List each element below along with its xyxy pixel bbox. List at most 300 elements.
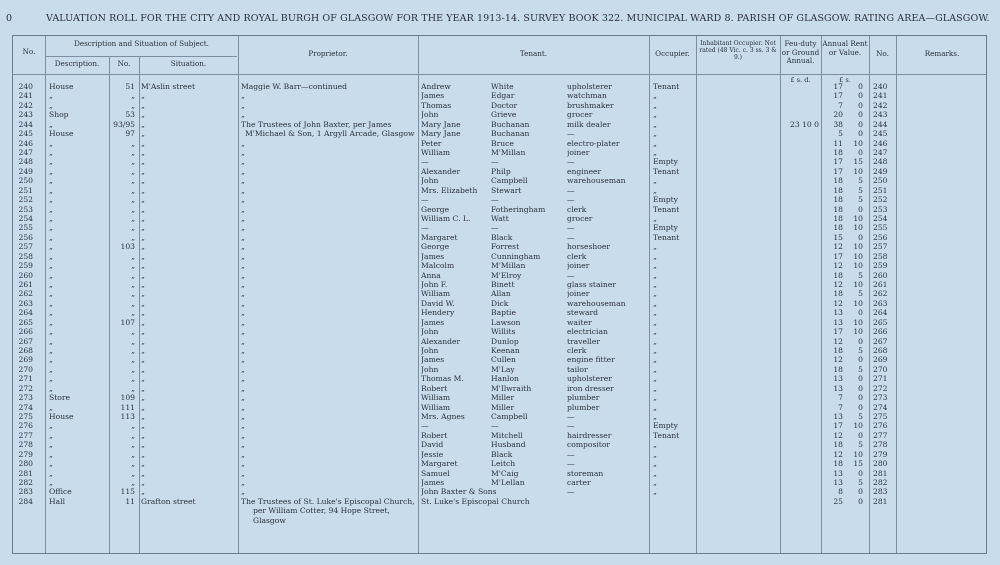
cell-l: 18 (833, 195, 843, 205)
cell-no: 243 (18, 110, 33, 120)
cell-last: Buchanan (491, 129, 530, 139)
cell-oc: „ (653, 119, 657, 129)
cell-desc: Office (49, 487, 72, 497)
cell-num: „ (131, 232, 135, 242)
cell-sit: „ (141, 223, 145, 233)
cell-num: „ (131, 100, 135, 110)
cell-prop: „ (241, 204, 245, 214)
cell-first: Margaret (421, 459, 458, 469)
cell-occ: — (567, 223, 575, 233)
cell-occ: — (567, 421, 575, 431)
table-row (13, 148, 988, 158)
cell-last: — (491, 195, 499, 205)
cell-last: M'Lay (491, 364, 515, 374)
cell-sit: „ (141, 176, 145, 186)
cell-oc: „ (653, 261, 657, 271)
cell-prop: „ (241, 459, 245, 469)
cell-l: 18 (833, 440, 843, 450)
table-row (13, 186, 988, 196)
cell-first: — (421, 223, 429, 233)
cell-last: Philp (491, 166, 511, 176)
cell-first: John (421, 176, 439, 186)
col-tenant-header: Tenant. (519, 49, 548, 58)
cell-sit: „ (141, 449, 145, 459)
cell-occ: — (567, 487, 575, 497)
cell-occ: glass stainer (567, 280, 616, 290)
cell-occ: — (567, 129, 575, 139)
cell-num: „ (131, 261, 135, 271)
cell-first: Robert (421, 383, 448, 393)
cell-occ: — (567, 412, 575, 422)
cell-num: 11 (125, 496, 135, 506)
cell-oc: „ (653, 487, 657, 497)
cell-desc: „ (49, 195, 53, 205)
cell-s: 10 (853, 421, 863, 431)
cell-no2: 280 (873, 459, 888, 469)
cell-l: 13 (833, 412, 843, 422)
cell-sit: „ (141, 346, 145, 356)
cell-oc: Empty (653, 157, 678, 167)
cell-no2: 263 (873, 298, 888, 308)
cell-num: „ (131, 289, 135, 299)
cell-last: Dunlop (491, 336, 519, 346)
cell-no2: 246 (873, 138, 888, 148)
cell-last: Bruce (491, 138, 514, 148)
cell-num: 107 (120, 317, 135, 327)
cell-l: 13 (833, 374, 843, 384)
cell-last: Grieve (491, 110, 517, 120)
cell-l: 18 (833, 364, 843, 374)
cell-oc: Empty (653, 223, 678, 233)
cell-l: 17 (833, 157, 843, 167)
cell-sit: „ (141, 402, 145, 412)
cell-no: 269 (18, 355, 33, 365)
cell-s: 0 (858, 468, 863, 478)
cell-occ: — (567, 157, 575, 167)
col-no2-header: No. (876, 49, 889, 58)
cell-first: James (421, 478, 445, 488)
table-row (13, 261, 988, 271)
cell-sit: „ (141, 138, 145, 148)
cell-s: 0 (858, 110, 863, 120)
cell-num: 51 (125, 82, 135, 91)
cell-occ: brushmaker (567, 100, 614, 110)
cell-num: „ (131, 157, 135, 167)
cell-s: 0 (858, 148, 863, 157)
cell-s: 10 (853, 449, 863, 459)
cell-l: 12 (833, 280, 843, 290)
cell-num: 109 (120, 393, 135, 403)
cell-no2: 250 (873, 176, 888, 186)
cell-desc: „ (49, 459, 53, 469)
cell-sit: „ (141, 364, 145, 374)
cell-l: 12 (833, 242, 843, 252)
cell-first: David (421, 440, 444, 450)
cell-s: 0 (858, 430, 863, 440)
cell-s: 5 (858, 478, 863, 488)
cell-sit: „ (141, 393, 145, 403)
cell-num: „ (131, 195, 135, 205)
cell-oc: Tenant (653, 232, 680, 242)
cell-desc: „ (49, 204, 53, 214)
table-row (13, 450, 988, 460)
cell-l: 18 (833, 148, 843, 157)
cell-first: Hendery (421, 308, 455, 318)
cell-no2: 271 (873, 374, 888, 384)
cell-oc: Tenant (653, 166, 680, 176)
cell-s: 10 (853, 280, 863, 290)
cell-no2: 273 (873, 393, 888, 403)
cell-num: „ (131, 214, 135, 224)
cell-s: 5 (858, 412, 863, 422)
cell-prop: „ (241, 166, 245, 176)
table-row (13, 252, 988, 262)
cell-last: Buchanan (491, 119, 530, 129)
cell-prop: „ (241, 280, 245, 290)
cell-last: M'Caig (491, 468, 519, 478)
cell-no2: 244 (873, 119, 888, 129)
cell-no2: 275 (873, 412, 888, 422)
cell-first: Mary Jane (421, 129, 461, 139)
cell-sit: „ (141, 91, 145, 101)
cell-num: „ (131, 327, 135, 337)
cell-prop: „ (241, 308, 245, 318)
cell-no2: 245 (873, 129, 888, 139)
cell-no2: 266 (873, 327, 888, 337)
cell-last: — (491, 157, 499, 167)
cell-occ: — (567, 449, 575, 459)
cell-no2: 252 (873, 195, 888, 205)
cell-first: James (421, 355, 445, 365)
cell-occ: — (567, 195, 575, 205)
cell-oc: „ (653, 270, 657, 280)
cell-first: Robert (421, 430, 448, 440)
cell-desc: „ (49, 232, 53, 242)
table-row (13, 271, 988, 281)
cell-s: 10 (853, 223, 863, 233)
cell-no: 278 (18, 440, 33, 450)
cell-first: John Baxter & Sons (421, 487, 497, 497)
cell-num: „ (131, 383, 135, 393)
cell-first: — (421, 421, 429, 431)
cell-no: 258 (18, 251, 33, 261)
cell-sit: „ (141, 214, 145, 224)
cell-no: 242 (18, 100, 33, 110)
cell-last: Cullen (491, 355, 516, 365)
cell-no: 251 (18, 185, 33, 195)
cell-occ: joiner (567, 289, 590, 299)
cell-prop: „ (241, 157, 245, 167)
cell-sit: „ (141, 487, 145, 497)
cell-s: 10 (853, 242, 863, 252)
cell-num: „ (131, 459, 135, 469)
cell-occ: grocer (567, 110, 593, 120)
cell-sit: M'Aslin street (141, 82, 196, 91)
table-row (13, 318, 988, 328)
cell-no2: 249 (873, 166, 888, 176)
col-annual-header: Annual Rent or Value. (822, 39, 868, 57)
cell-sit: „ (141, 242, 145, 252)
cell-no2: 260 (873, 270, 888, 280)
table-row (13, 82, 988, 92)
cell-desc: „ (49, 176, 53, 186)
cell-oc: „ (653, 355, 657, 365)
cell-prop: „ (241, 440, 245, 450)
cell-occ: milk dealer (567, 119, 611, 129)
cell-prop: „ (241, 383, 245, 393)
cell-no: 253 (18, 204, 33, 214)
cell-sit: „ (141, 459, 145, 469)
cell-no2: 240 (873, 82, 888, 91)
cell-first: William (421, 289, 451, 299)
cell-oc: „ (653, 364, 657, 374)
cell-occ: electro-plater (567, 138, 620, 148)
cell-sit: „ (141, 298, 145, 308)
cell-first: Alexander (421, 336, 461, 346)
cell-first: Malcolm (421, 261, 455, 271)
cell-last: Willits (491, 327, 516, 337)
cell-last: Watt (491, 214, 509, 224)
cell-oc: „ (653, 308, 657, 318)
cell-desc: „ (49, 148, 53, 157)
cell-sit: „ (141, 157, 145, 167)
cell-l: 5 (838, 129, 843, 139)
cell-no2: 279 (873, 449, 888, 459)
cell-no2: 243 (873, 110, 888, 120)
cell-occ: upholsterer (567, 82, 612, 91)
cell-prop: M'Michael & Son, 1 Argyll Arcade, Glasgow (245, 129, 415, 139)
cell-occ: grocer (567, 214, 593, 224)
cell-sit: „ (141, 355, 145, 365)
cell-l: 12 (833, 430, 843, 440)
cell-num: „ (131, 176, 135, 186)
cell-occ: watchman (567, 91, 607, 101)
cell-prop: „ (241, 346, 245, 356)
cell-sit: „ (141, 270, 145, 280)
cell-prop: „ (241, 110, 245, 120)
cell-prop: „ (241, 185, 245, 195)
cell-s: 5 (858, 185, 863, 195)
cell-desc: „ (49, 280, 53, 290)
col-desc-group-header: Description and Situation of Subject. (74, 39, 209, 48)
cell-num: „ (131, 270, 135, 280)
cell-occ: plumber (567, 393, 600, 403)
cell-s: 0 (858, 496, 863, 506)
table-row (13, 308, 988, 318)
cell-s: 0 (858, 336, 863, 346)
cell-desc: „ (49, 364, 53, 374)
cell-desc: Shop (49, 110, 69, 120)
cell-no: 277 (18, 430, 33, 440)
annual-units: £ s. (839, 76, 851, 84)
cell-no: 279 (18, 449, 33, 459)
col-remarks-header: Remarks. (924, 49, 960, 58)
cell-no2: 256 (873, 232, 888, 242)
cell-last: Fotheringham (491, 204, 546, 214)
cell-first: George (421, 242, 450, 252)
cell-num: „ (131, 148, 135, 157)
cell-s: 0 (858, 129, 863, 139)
cell-prop: „ (241, 412, 245, 422)
cell-num: „ (131, 346, 135, 356)
cell-no2: 282 (873, 478, 888, 488)
cell-sit: „ (141, 308, 145, 318)
cell-l: 13 (833, 383, 843, 393)
cell-prop: „ (241, 242, 245, 252)
cell-l: 18 (833, 346, 843, 356)
cell-desc: „ (49, 138, 53, 148)
cell-l: 12 (833, 449, 843, 459)
cell-s: 0 (858, 91, 863, 101)
cell-occ: — (567, 459, 575, 469)
cell-no2: 264 (873, 308, 888, 318)
cell-first: — (421, 195, 429, 205)
cell-num: „ (131, 298, 135, 308)
cell-desc: „ (49, 214, 53, 224)
cell-oc: „ (653, 374, 657, 384)
cell-desc: „ (49, 449, 53, 459)
cell-last: Hanlon (491, 374, 519, 384)
cell-occ: carter (567, 478, 591, 488)
cell-occ: clerk (567, 204, 587, 214)
cell-occ: iron dresser (567, 383, 614, 393)
table-row (13, 412, 988, 422)
cell-oc: „ (653, 176, 657, 186)
cell-oc: „ (653, 317, 657, 327)
table-row (13, 195, 988, 205)
cell-last: Doctor (491, 100, 518, 110)
cell-no: 255 (18, 223, 33, 233)
cell-sit: „ (141, 374, 145, 384)
cell-s: 15 (853, 459, 863, 469)
table-row (13, 157, 988, 167)
table-row (13, 459, 988, 469)
cell-desc: „ (49, 468, 53, 478)
cell-l: 18 (833, 214, 843, 224)
cell-occ: hairdresser (567, 430, 612, 440)
cell-occ: upholsterer (567, 374, 612, 384)
cell-s: 10 (853, 261, 863, 271)
cell-l: 13 (833, 468, 843, 478)
cell-desc: „ (49, 402, 53, 412)
cell-no2: 265 (873, 317, 888, 327)
cell-last: Miller (491, 393, 515, 403)
cell-occ: steward (567, 308, 598, 318)
cell-last: Mitchell (491, 430, 523, 440)
cell-sit: „ (141, 383, 145, 393)
cell-l: 12 (833, 336, 843, 346)
cell-last: Dick (491, 298, 509, 308)
cell-first: John F. (421, 280, 448, 290)
cell-last: Miller (491, 402, 515, 412)
cell-last: M'Lellan (491, 478, 525, 488)
cell-prop: „ (241, 355, 245, 365)
cell-oc: „ (653, 459, 657, 469)
cell-first: Andrew (421, 82, 451, 91)
feu-units: £ s. d. (790, 76, 811, 84)
table-row (13, 337, 988, 347)
table-row (13, 233, 988, 243)
cell-prop: „ (241, 402, 245, 412)
cell-no: 250 (18, 176, 33, 186)
cell-first: James (421, 251, 445, 261)
cell-no2: 274 (873, 402, 888, 412)
cell-prop: „ (241, 327, 245, 337)
cell-first: Mrs. Elizabeth (421, 185, 478, 195)
cell-s: 0 (858, 100, 863, 110)
cell-num: 53 (125, 110, 135, 120)
cell-s: 5 (858, 270, 863, 280)
cell-s: 0 (858, 402, 863, 412)
cell-first: Thomas M. (421, 374, 464, 384)
cell-oc: „ (653, 468, 657, 478)
cell-sit: „ (141, 100, 145, 110)
cell-l: 12 (833, 261, 843, 271)
cell-no2: 258 (873, 251, 888, 261)
cell-occ: storeman (567, 468, 604, 478)
cell-last: M'Ilwraith (491, 383, 532, 393)
cell-desc: Store (49, 393, 70, 403)
cell-prop: „ (241, 176, 245, 186)
cell-s: 0 (858, 82, 863, 91)
table-row (13, 91, 988, 101)
cell-first: James (421, 91, 445, 101)
cell-no2: 257 (873, 242, 888, 252)
cell-num: „ (131, 308, 135, 318)
cell-l: 7 (838, 402, 843, 412)
cell-oc: „ (653, 185, 657, 195)
cell-desc: House (49, 412, 74, 422)
cell-first: Samuel (421, 468, 450, 478)
cell-oc: „ (653, 336, 657, 346)
cell-last: M'Millan (491, 148, 526, 157)
cell-no2: 254 (873, 214, 888, 224)
cell-num: „ (131, 355, 135, 365)
cell-desc: „ (49, 478, 53, 488)
cell-occ: engineer (567, 166, 602, 176)
cell-last: — (491, 421, 499, 431)
cell-occ: warehouseman (567, 176, 626, 186)
cell-sit: „ (141, 129, 145, 139)
cell-no2: 277 (873, 430, 888, 440)
cell-no: 275 (18, 412, 33, 422)
cell-num: 111 (120, 402, 135, 412)
cell-last: Husband (491, 440, 526, 450)
cell-sit: „ (141, 204, 145, 214)
cell-l: 13 (833, 308, 843, 318)
cell-l: 18 (833, 185, 843, 195)
cell-s: 0 (858, 119, 863, 129)
col-occupier-header: Occupier. (655, 49, 690, 58)
cell-desc: „ (49, 289, 53, 299)
table-row (13, 327, 988, 337)
cell-desc: „ (49, 327, 53, 337)
cell-last: Cunningham (491, 251, 541, 261)
cell-first: Alexander (421, 166, 461, 176)
cell-no2: 242 (873, 100, 888, 110)
cell-l: 13 (833, 478, 843, 488)
cell-prop: „ (241, 478, 245, 488)
cell-prop: „ (241, 100, 245, 110)
cell-oc: „ (653, 440, 657, 450)
cell-l: 20 (833, 110, 843, 120)
cell-occ: traveller (567, 336, 600, 346)
cell-no2: 269 (873, 355, 888, 365)
cell-first: William (421, 393, 451, 403)
cell-oc: „ (653, 251, 657, 261)
cell-oc: „ (653, 148, 657, 157)
cell-last: M'Millan (491, 261, 526, 271)
